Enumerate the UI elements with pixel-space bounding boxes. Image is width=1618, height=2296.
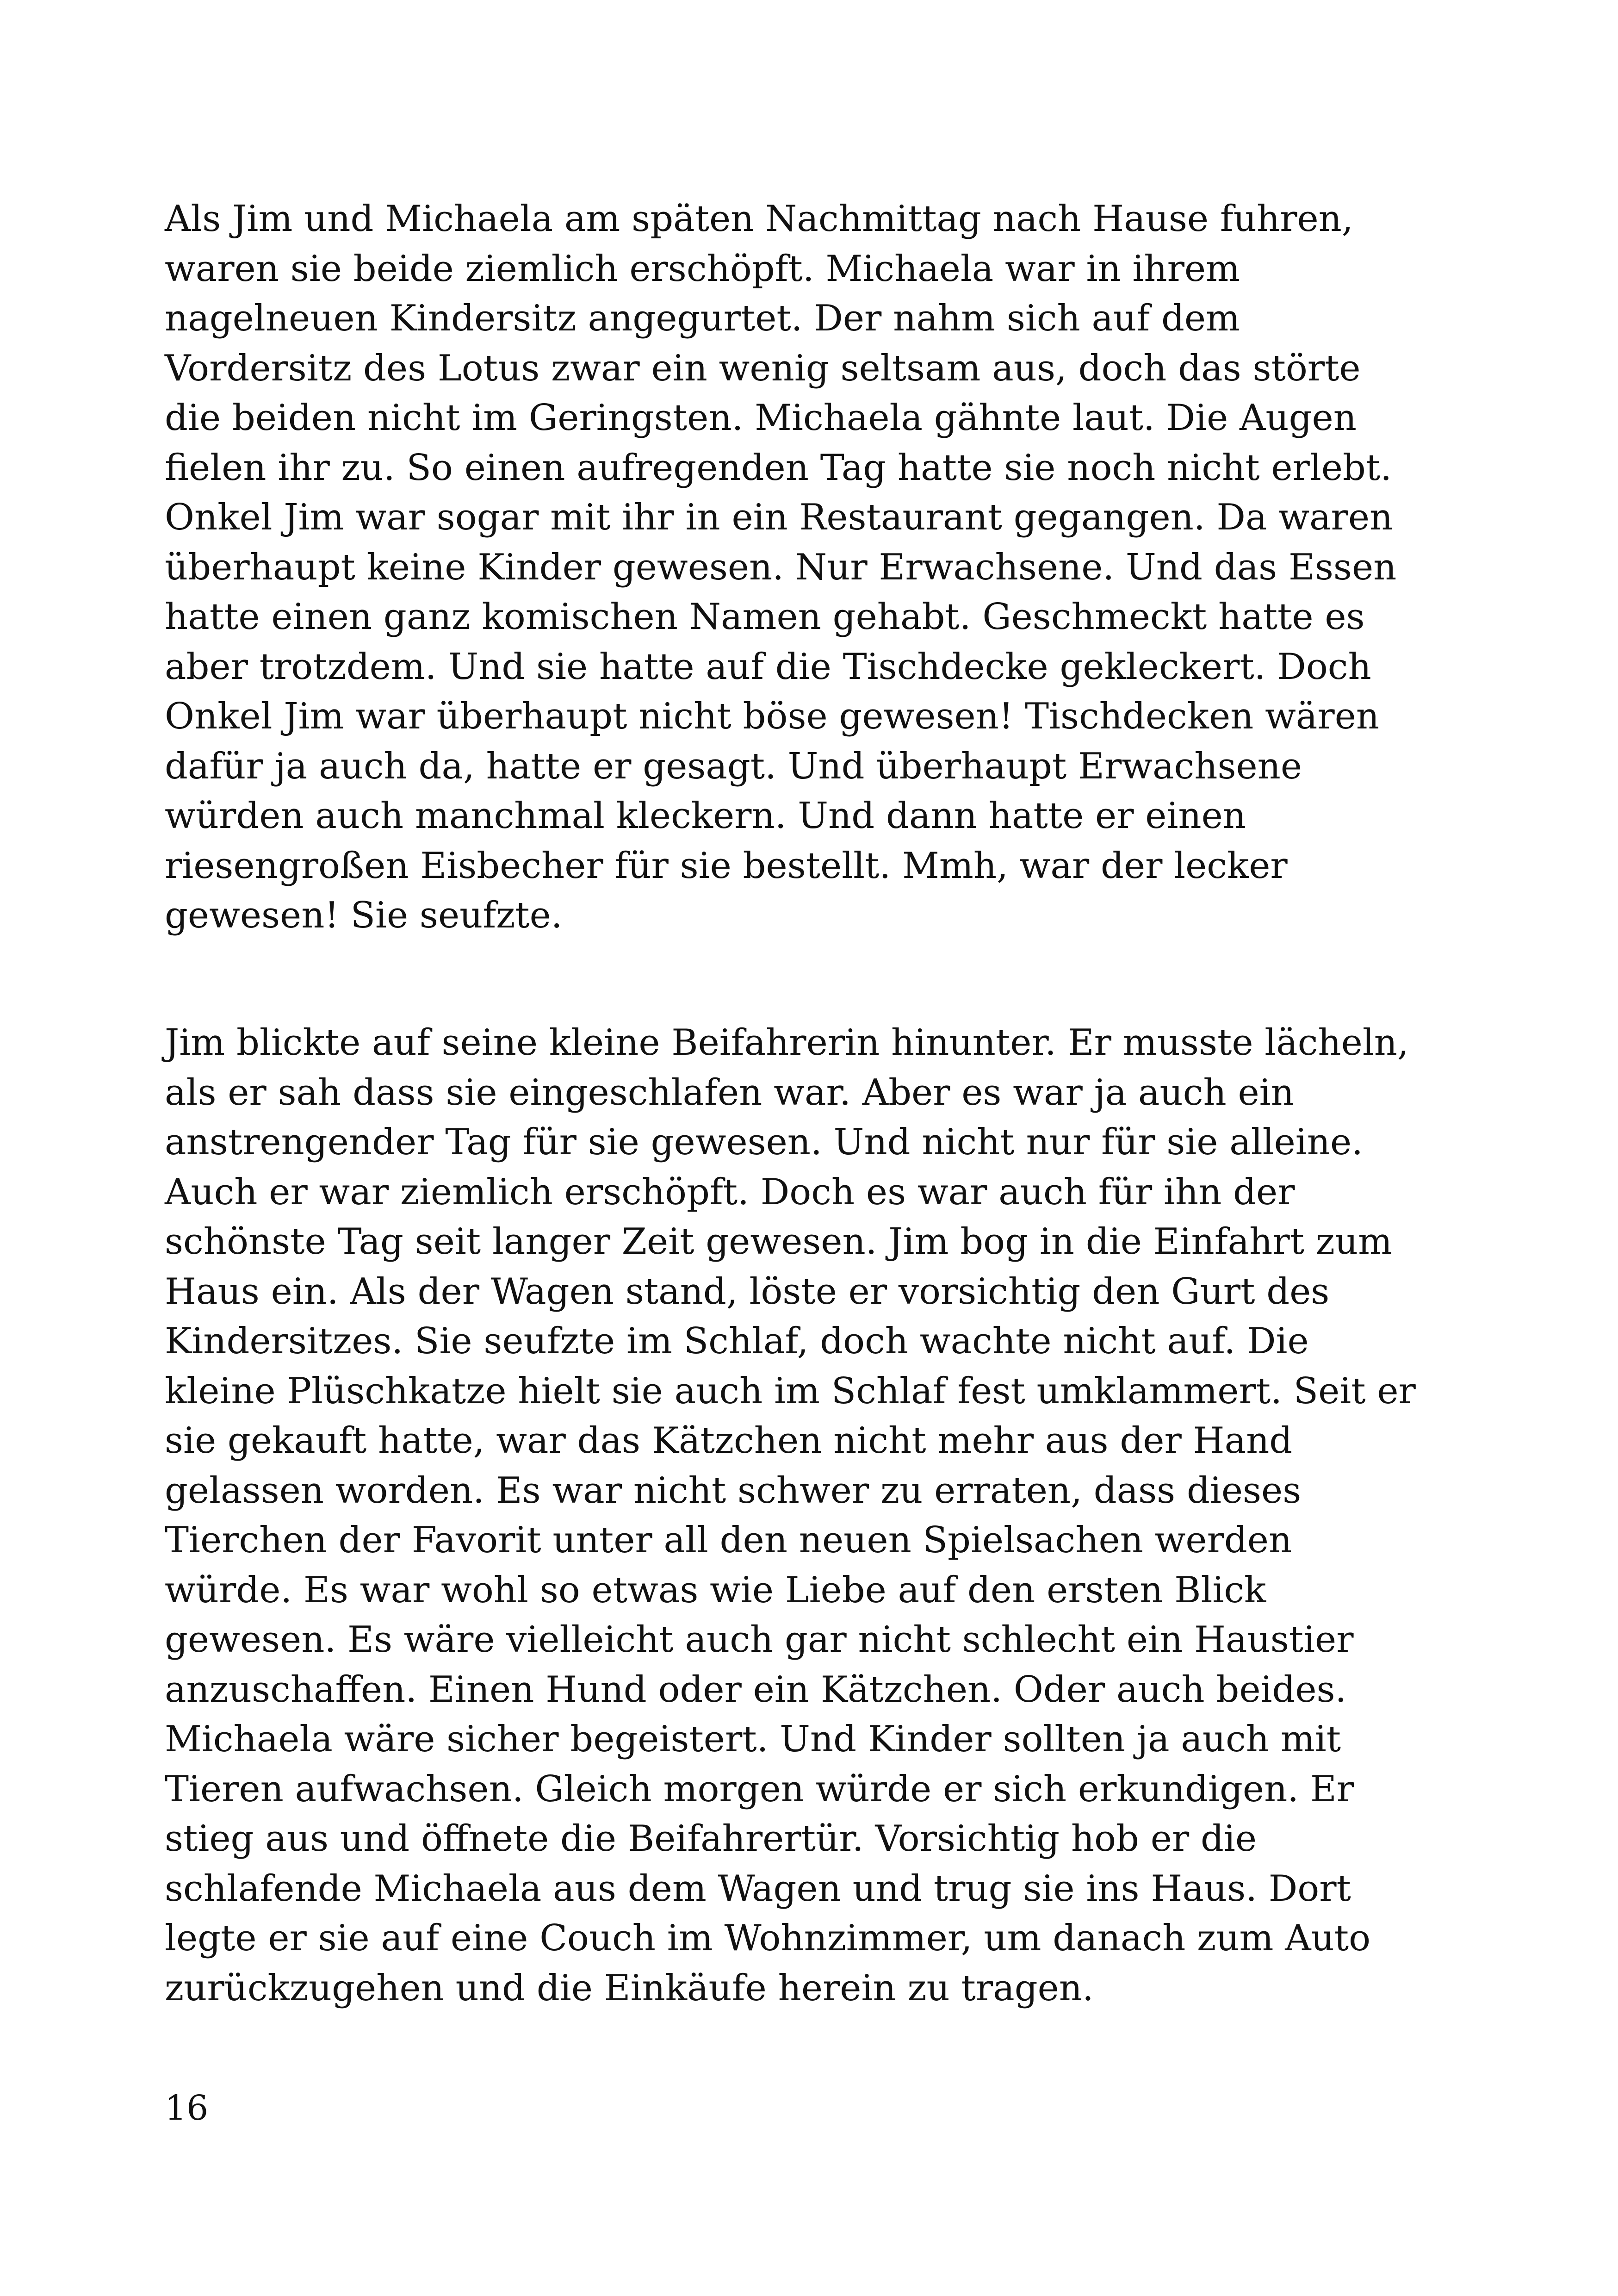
text-line: die beiden nicht im Geringsten. Michaela gähnte laut. Die Augen <box>165 397 1357 439</box>
text-line: dafür ja auch da, hatte er gesagt. Und überhaupt Erwachsene <box>165 745 1302 787</box>
text-line: würde. Es war wohl so etwas wie Liebe auf den ersten Blick <box>165 1569 1266 1611</box>
text-line: würden auch manchmal kleckern. Und dann hatte er einen <box>165 795 1246 837</box>
text-line: anstrengender Tag für sie gewesen. Und nicht nur für sie alleine. <box>165 1121 1363 1163</box>
text-line: Onkel Jim war sogar mit ihr in ein Restaurant gegangen. Da waren <box>165 497 1393 538</box>
text-line: Tierchen der Favorit unter all den neuen Spielsachen werden <box>165 1519 1292 1561</box>
page-number: 16 <box>165 2088 209 2128</box>
paragraph-2 <box>165 1018 1460 2013</box>
text-line: nagelneuen Kindersitz angegurtet. Der nahm sich auf dem <box>165 298 1240 339</box>
text-line: sie gekauft hatte, war das Kätzchen nicht mehr aus der Hand <box>165 1420 1293 1462</box>
text-line: kleine Plüschkatze hielt sie auch im Schlaf fest umklammert. Seit er <box>165 1370 1416 1412</box>
text-line: gewesen! Sie seufzte. <box>165 895 563 936</box>
text-line: riesengroßen Eisbecher für sie bestellt. Mmh, war der lecker <box>165 845 1288 887</box>
text-line: stieg aus und öffnete die Beifahrertür. Vorsichtig hob er die <box>165 1818 1257 1860</box>
paragraph-1 <box>165 194 1460 941</box>
text-line: schlafende Michaela aus dem Wagen und trug sie ins Haus. Dort <box>165 1867 1351 1910</box>
text-line: waren sie beide ziemlich erschöpft. Michaela war in ihrem <box>165 248 1240 290</box>
text-line: Onkel Jim war überhaupt nicht böse gewesen! Tischdecken wären <box>165 696 1380 737</box>
text-line: überhaupt keine Kinder gewesen. Nur Erwachsene. Und das Essen <box>165 546 1397 588</box>
text-line: gelassen worden. Es war nicht schwer zu erraten, dass dieses <box>165 1469 1302 1512</box>
text-line: schönste Tag seit langer Zeit gewesen. Jim bog in die Einfahrt zum <box>165 1221 1393 1263</box>
text-line: Vordersitz des Lotus zwar ein wenig seltsam aus, doch das störte <box>165 347 1361 389</box>
text-line: gewesen. Es wäre vielleicht auch gar nicht schlecht ein Haustier <box>165 1619 1354 1661</box>
text-line: Tieren aufwachsen. Gleich morgen würde er sich erkundigen. Er <box>165 1768 1354 1810</box>
text-line: Michaela wäre sicher begeistert. Und Kinder sollten ja auch mit <box>165 1718 1341 1760</box>
text-line: Als Jim und Michaela am späten Nachmittag nach Hause fuhren, <box>165 198 1353 240</box>
text-line: Kindersitzes. Sie seufzte im Schlaf, doch wachte nicht auf. Die <box>165 1320 1309 1362</box>
text-line: legte er sie auf eine Couch im Wohnzimmer, um danach zum Auto <box>165 1917 1371 1959</box>
text-line: Auch er war ziemlich erschöpft. Doch es war auch für ihn der <box>165 1171 1295 1213</box>
text-line: Jim blickte auf seine kleine Beifahrerin hinunter. Er musste lächeln, <box>165 1022 1409 1064</box>
text-line: hatte einen ganz komischen Namen gehabt. Geschmeckt hatte es <box>165 596 1365 638</box>
text-line: zurückzugehen und die Einkäufe herein zu tragen. <box>165 1967 1094 2009</box>
text-line: fielen ihr zu. So einen aufregenden Tag hatte sie noch nicht erlebt. <box>165 447 1392 489</box>
text-line: als er sah dass sie eingeschlafen war. Aber es war ja auch ein <box>165 1071 1294 1114</box>
text-line: aber trotzdem. Und sie hatte auf die Tischdecke gekleckert. Doch <box>165 646 1371 688</box>
text-line: Haus ein. Als der Wagen stand, löste er vorsichtig den Gurt des <box>165 1270 1330 1313</box>
text-line: anzuschaffen. Einen Hund oder ein Kätzchen. Oder auch beides. <box>165 1668 1347 1711</box>
